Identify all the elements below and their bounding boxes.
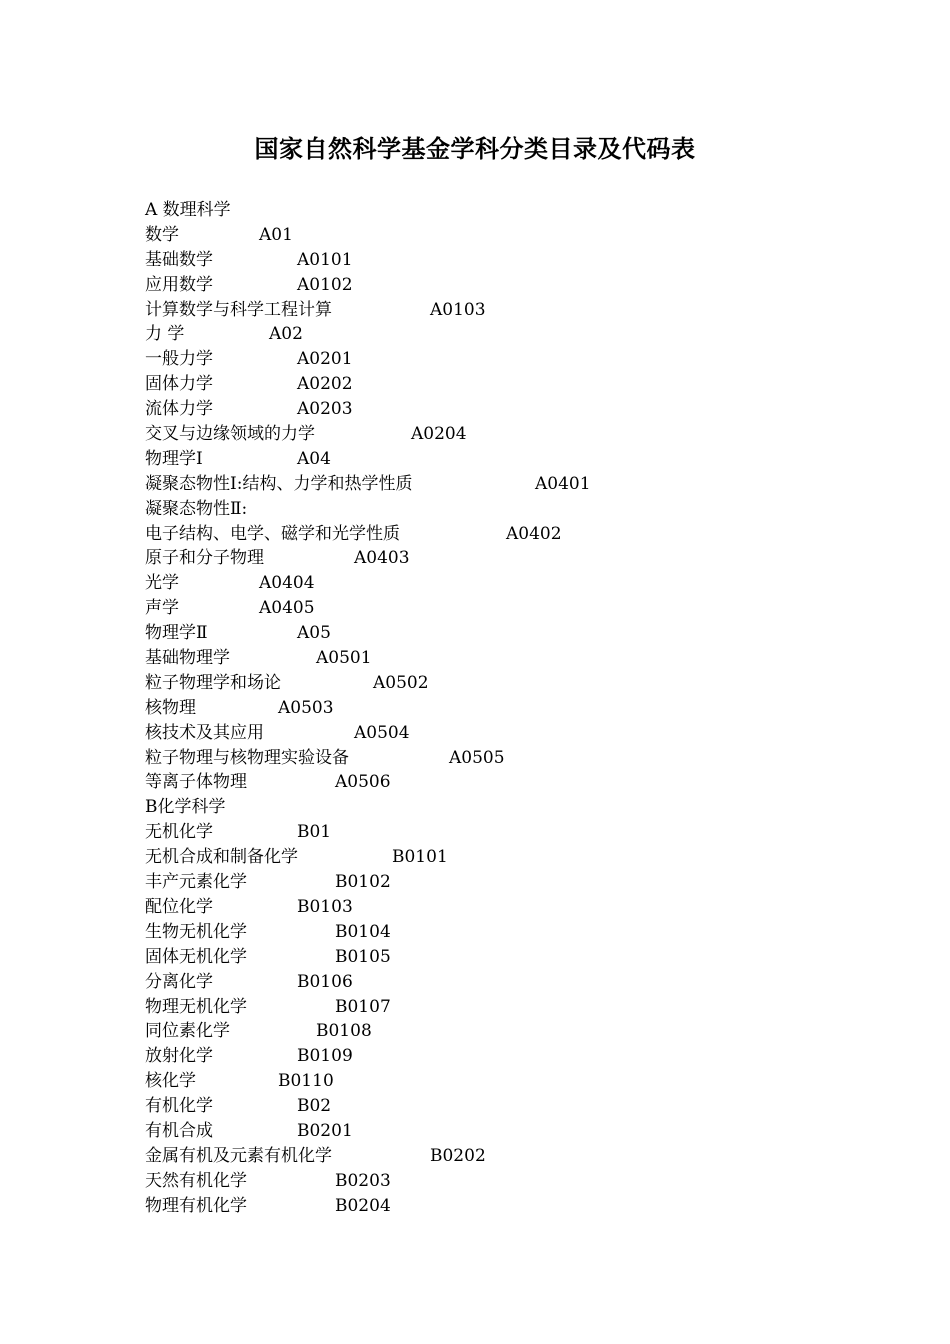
subject-code: B0106 bbox=[297, 971, 353, 992]
list-item bbox=[145, 945, 905, 970]
subject-code: A0501 bbox=[316, 648, 372, 669]
subject-code: A01 bbox=[259, 224, 293, 245]
subject-name: 光学 bbox=[145, 573, 179, 594]
subject-name: 有机合成 bbox=[145, 1120, 213, 1141]
subject-name: 凝聚态物性Ⅰ:结构、力学和热学性质 bbox=[145, 473, 413, 494]
list-item bbox=[145, 1094, 905, 1119]
list-item bbox=[145, 895, 905, 920]
list-item bbox=[145, 1194, 905, 1219]
list-item bbox=[145, 322, 905, 347]
list-item bbox=[145, 472, 905, 497]
subject-name: 计算数学与科学工程计算 bbox=[145, 299, 332, 320]
subject-code: A0204 bbox=[411, 424, 467, 445]
list-item bbox=[145, 746, 905, 771]
subject-code: B0202 bbox=[430, 1145, 486, 1166]
list-item bbox=[145, 596, 905, 621]
list-item bbox=[145, 447, 905, 472]
subject-name: 核物理 bbox=[145, 697, 196, 718]
list-item bbox=[145, 770, 905, 795]
subject-name: A 数理科学 bbox=[145, 200, 231, 220]
subject-name: 交叉与边缘领域的力学 bbox=[145, 424, 315, 445]
list-item bbox=[145, 696, 905, 721]
list-item bbox=[145, 920, 905, 945]
subject-code: A0203 bbox=[297, 399, 353, 420]
subject-code: A0101 bbox=[297, 249, 353, 270]
list-item bbox=[145, 223, 905, 248]
subject-name: 粒子物理与核物理实验设备 bbox=[145, 747, 349, 768]
subject-code: A0505 bbox=[449, 747, 505, 768]
subject-name: 生物无机化学 bbox=[145, 921, 247, 942]
list-item bbox=[145, 1019, 905, 1044]
list-item bbox=[145, 820, 905, 845]
list-item bbox=[145, 571, 905, 596]
subject-code: A0202 bbox=[297, 374, 353, 395]
subject-name: 力 学 bbox=[145, 324, 185, 345]
list-item bbox=[145, 347, 905, 372]
subject-code: B0101 bbox=[392, 847, 448, 868]
subject-code: A0502 bbox=[373, 672, 429, 693]
subject-name: 物理学Ⅱ bbox=[145, 623, 208, 644]
subject-name: 核技术及其应用 bbox=[145, 722, 264, 743]
list-item bbox=[145, 646, 905, 671]
list-item bbox=[145, 1169, 905, 1194]
subject-name: 基础数学 bbox=[145, 249, 213, 270]
subject-name: 物理有机化学 bbox=[145, 1195, 247, 1216]
subject-code: B0203 bbox=[335, 1170, 391, 1191]
subject-code: A02 bbox=[269, 324, 303, 345]
subject-code: B0204 bbox=[335, 1195, 391, 1216]
subject-code: A0103 bbox=[430, 299, 486, 320]
list-item bbox=[145, 671, 905, 696]
list-item bbox=[145, 621, 905, 646]
list-item bbox=[145, 546, 905, 571]
subject-code: A0504 bbox=[354, 722, 410, 743]
subject-code: A0503 bbox=[278, 697, 334, 718]
subject-code: B02 bbox=[297, 1096, 332, 1117]
subject-code: B0110 bbox=[278, 1071, 334, 1092]
list-item bbox=[145, 1069, 905, 1094]
subject-name: 有机化学 bbox=[145, 1096, 213, 1117]
subject-code: B0201 bbox=[297, 1120, 353, 1141]
page-title: 国家自然科学基金学科分类目录及代码表 bbox=[254, 135, 696, 163]
subject-code: A04 bbox=[297, 448, 331, 469]
list-item bbox=[145, 372, 905, 397]
subject-name: 同位素化学 bbox=[145, 1021, 230, 1042]
subject-code: A0401 bbox=[535, 473, 591, 494]
subject-name: 声学 bbox=[145, 598, 179, 619]
subject-code: B0109 bbox=[297, 1046, 353, 1067]
subject-code: A0402 bbox=[506, 523, 562, 544]
list-item bbox=[145, 721, 905, 746]
subject-name: 流体力学 bbox=[145, 399, 213, 420]
list-item bbox=[145, 870, 905, 895]
subject-name: 无机化学 bbox=[145, 822, 213, 843]
subject-code: A0201 bbox=[297, 349, 353, 370]
list-item bbox=[145, 248, 905, 273]
subject-name: 金属有机及元素有机化学 bbox=[145, 1145, 332, 1166]
subject-code: B0107 bbox=[335, 996, 391, 1017]
list-item bbox=[145, 522, 905, 547]
subject-name: 应用数学 bbox=[145, 274, 213, 295]
subject-code-list bbox=[145, 198, 905, 1219]
list-item bbox=[145, 970, 905, 995]
subject-code: A0506 bbox=[335, 772, 391, 793]
subject-code: B0102 bbox=[335, 872, 391, 893]
subject-code: B0104 bbox=[335, 921, 391, 942]
subject-name: 固体力学 bbox=[145, 374, 213, 395]
subject-name: 原子和分子物理 bbox=[145, 548, 264, 569]
subject-code: B01 bbox=[297, 822, 332, 843]
subject-code: A0405 bbox=[259, 598, 315, 619]
list-item bbox=[145, 995, 905, 1020]
subject-name: 等离子体物理 bbox=[145, 772, 247, 793]
subject-name: 基础物理学 bbox=[145, 648, 230, 669]
subject-name: 数学 bbox=[145, 224, 179, 245]
subject-name: 配位化学 bbox=[145, 896, 213, 917]
list-item bbox=[145, 1119, 905, 1144]
subject-name: 天然有机化学 bbox=[145, 1170, 247, 1191]
subject-name: 电子结构、电学、磁学和光学性质 bbox=[145, 523, 400, 544]
list-item bbox=[145, 1144, 905, 1169]
list-item bbox=[145, 1044, 905, 1069]
list-item bbox=[145, 397, 905, 422]
subject-code: A0102 bbox=[297, 274, 353, 295]
subject-name: 放射化学 bbox=[145, 1046, 213, 1067]
subject-code: B0105 bbox=[335, 946, 391, 967]
subject-code: B0108 bbox=[316, 1021, 372, 1042]
subject-name: 分离化学 bbox=[145, 971, 213, 992]
list-item bbox=[145, 198, 905, 223]
subject-name: 核化学 bbox=[145, 1071, 196, 1092]
subject-name: B化学科学 bbox=[145, 797, 226, 818]
list-item bbox=[145, 845, 905, 870]
subject-code: A05 bbox=[297, 623, 331, 644]
subject-name: 一般力学 bbox=[145, 349, 213, 370]
list-item bbox=[145, 422, 905, 447]
subject-name: 凝聚态物性Ⅱ: bbox=[145, 498, 248, 519]
subject-name: 物理学Ⅰ bbox=[145, 448, 203, 469]
list-item bbox=[145, 497, 905, 522]
subject-name: 固体无机化学 bbox=[145, 946, 247, 967]
subject-name: 物理无机化学 bbox=[145, 996, 247, 1017]
subject-code: A0403 bbox=[354, 548, 410, 569]
subject-code: A0404 bbox=[259, 573, 315, 594]
list-item bbox=[145, 795, 905, 820]
list-item bbox=[145, 273, 905, 298]
subject-code: B0103 bbox=[297, 896, 353, 917]
list-item bbox=[145, 298, 905, 323]
subject-name: 无机合成和制备化学 bbox=[145, 847, 298, 868]
subject-name: 丰产元素化学 bbox=[145, 872, 247, 893]
subject-name: 粒子物理学和场论 bbox=[145, 672, 281, 693]
